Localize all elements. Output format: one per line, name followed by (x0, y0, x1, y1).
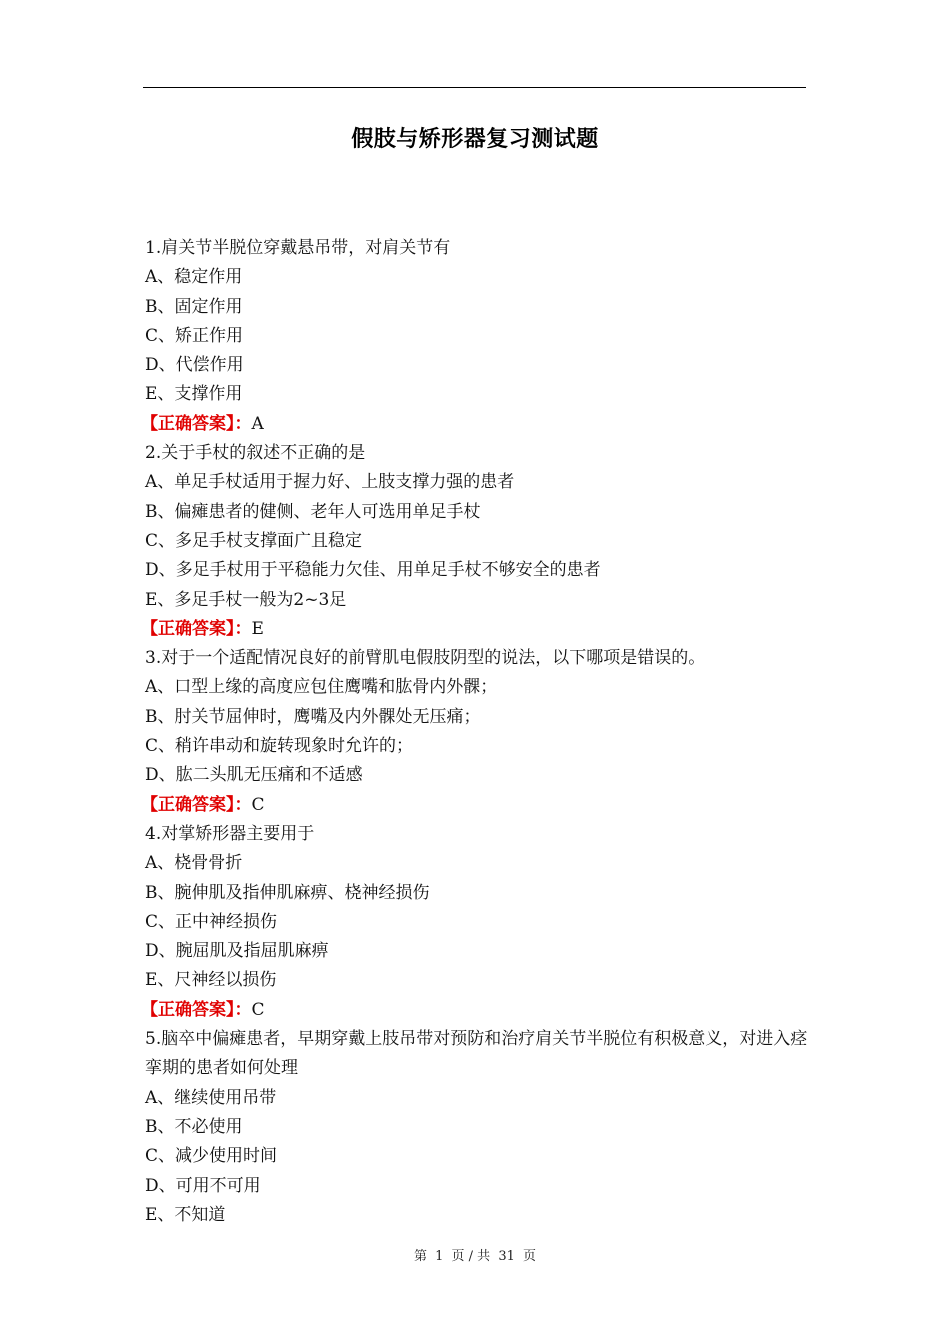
option-b: B、肘关节屈伸时，鹰嘴及内外髁处无压痛； (145, 706, 481, 727)
answer-label: 【正确答案】： (141, 413, 252, 434)
option-c: C、稍许串动和旋转现象时允许的； (145, 736, 414, 757)
question-stem: 5.脑卒中偏瘫患者，早期穿戴上肢吊带对预防和治疗肩关节半脱位有积极意义，对进入痉挛期的患者如何处理 (145, 1029, 808, 1079)
answer-label: 【正确答案】： (141, 618, 252, 639)
answer-value: C (251, 999, 265, 1020)
header-rule (143, 87, 806, 88)
footer-total-pages: 31 (498, 1249, 515, 1264)
question-stem: 3.对于一个适配情况良好的前臂肌电假肢阴型的说法，以下哪项是错误的。 (145, 648, 706, 669)
option-a: A、桡骨骨折 (145, 853, 243, 874)
answer-label: 【正确答案】： (141, 999, 252, 1020)
question-5 (145, 1025, 810, 1230)
option-e: E、支撑作用 (145, 384, 243, 405)
option-a: A、稳定作用 (145, 267, 243, 288)
option-b: B、不必使用 (145, 1116, 243, 1137)
question-2 (141, 439, 810, 644)
footer-mid: 页 / 共 (451, 1249, 491, 1264)
question-1 (141, 234, 810, 439)
option-a: A、单足手杖适用于握力好、上肢支撑力强的患者 (145, 472, 515, 493)
answer-value: E (251, 618, 264, 639)
option-a: A、口型上缘的高度应包住鹰嘴和肱骨内外髁； (145, 677, 498, 698)
answer-value: A (251, 413, 264, 434)
question-stem: 4.对掌矫形器主要用于 (145, 823, 315, 844)
option-c: C、正中神经损伤 (145, 911, 278, 932)
option-c: C、多足手杖支撑面广且稳定 (145, 530, 363, 551)
option-e: E、尺神经以损伤 (145, 970, 277, 991)
option-e: E、多足手杖一般为2~3足 (145, 589, 347, 610)
option-b: B、偏瘫患者的健侧、老年人可选用单足手杖 (145, 501, 481, 522)
document-title: 假肢与矫形器复习测试题 (351, 126, 599, 152)
answer-line (141, 996, 810, 1025)
question-4 (141, 820, 810, 1025)
option-d: D、肱二头肌无压痛和不适感 (145, 765, 363, 786)
option-d: D、多足手杖用于平稳能力欠佳、用单足手杖不够安全的患者 (145, 560, 601, 581)
footer-page-number: 1 (435, 1249, 444, 1264)
question-stem: 1.肩关节半脱位穿戴悬吊带，对肩关节有 (145, 238, 451, 258)
question-3 (141, 644, 810, 820)
answer-line (141, 791, 810, 820)
question-stem: 2.关于手杖的叙述不正确的是 (145, 443, 366, 464)
answer-line (141, 615, 810, 644)
question-list (141, 234, 810, 1230)
page-footer (0, 1245, 950, 1264)
footer-prefix: 第 (413, 1249, 427, 1264)
answer-label: 【正确答案】： (141, 794, 252, 815)
footer-suffix: 页 (523, 1249, 537, 1264)
option-a: A、继续使用吊带 (145, 1087, 277, 1108)
option-b: B、固定作用 (145, 296, 243, 317)
option-d: D、代偿作用 (145, 355, 244, 376)
answer-line (141, 410, 810, 439)
option-b: B、腕伸肌及指伸肌麻痹、桡神经损伤 (145, 882, 430, 903)
option-d: D、可用不可用 (145, 1175, 261, 1196)
option-c: C、矫正作用 (145, 325, 244, 346)
option-d: D、腕屈肌及指屈肌麻痹 (145, 941, 329, 962)
option-c: C、减少使用时间 (145, 1146, 278, 1167)
answer-value: C (251, 794, 265, 815)
option-e: E、不知道 (145, 1204, 226, 1225)
